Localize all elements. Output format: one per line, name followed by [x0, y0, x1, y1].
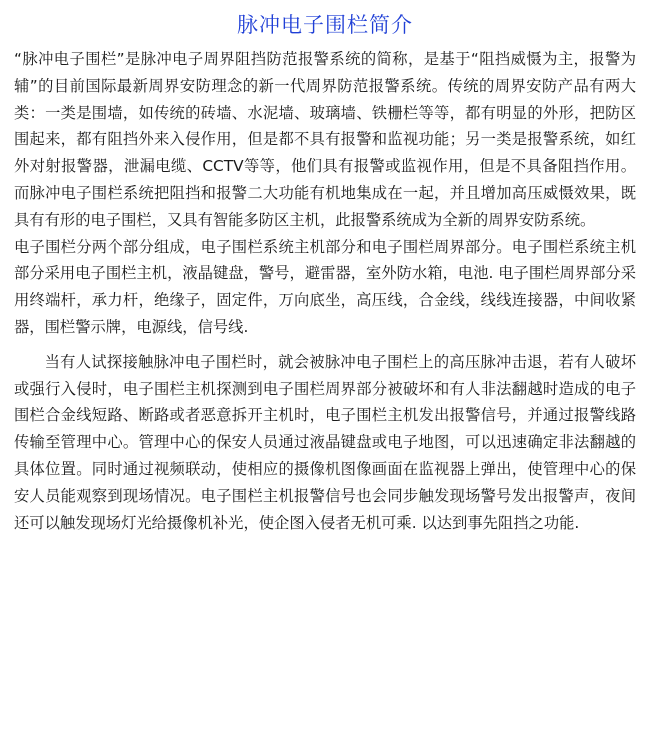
- paragraph-components: 电子围栏分两个部分组成，电子围栏系统主机部分和电子围栏周界部分。电子围栏系统主机部分采用电子围栏主机，液晶键盘，警号，避雷器，室外防水箱，电池. 电子围栏周界部分采用终端杆，承力杆，绝缘子，固定件，万向底坐，高压线，合金线，线线连接器，中间收紧器，围栏警示牌，电源线，信号线.: [14, 237, 636, 336]
- paragraph-intro: “脉冲电子围栏”是脉冲电子周界阻挡防范报警系统的简称，是基于“阻挡威慑为主，报警为辅”的目前国际最新周界安防理念的新一代周界防范报警系统。传统的周界安防产品有两大类：一类是围墙，如传统的砖墙、水泥墙、玻璃墙、铁栅栏等等，都有明显的外形，把防区围起来，都有阻挡外来入侵作用，但是都不具有报警和监视功能；另一类是报警系统，如红外对射报警器，泄漏电缆、CCTV等等，他们具有报警或监视作用，但是不具备阻挡作用。而脉冲电子围栏系统把阻挡和报警二大功能有机地集成在一起，并且增加高压威慑效果，既具有有形的电子围栏，又具有智能多防区主机，此报警系统成为全新的周界安防系统。: [14, 50, 636, 229]
- paragraph-operation: 当有人试探接触脉冲电子围栏时，就会被脉冲电子围栏上的高压脉冲击退，若有人破坏或强行入侵时，电子围栏主机探测到电子围栏周界部分被破坏和有人非法翻越时造成的电子围栏合金线短路、断路或者恶意拆开主机时，电子围栏主机发出报警信号，并通过报警线路传输至管理中心。管理中心的保安人员通过液晶键盘或电子地图，可以迅速确定非法翻越的具体位置。同时通过视频联动，使相应的摄像机图像画面在监视器上弹出，使管理中心的保安人员能观察到现场情况。电子围栏主机报警信号也会同步触发现场警号发出报警声，夜间还可以触发现场灯光给摄像机补光，使企图入侵者无机可乘. 以达到事先阻挡之功能.: [14, 352, 636, 532]
- document-title: 脉冲电子围栏简介: [237, 13, 413, 37]
